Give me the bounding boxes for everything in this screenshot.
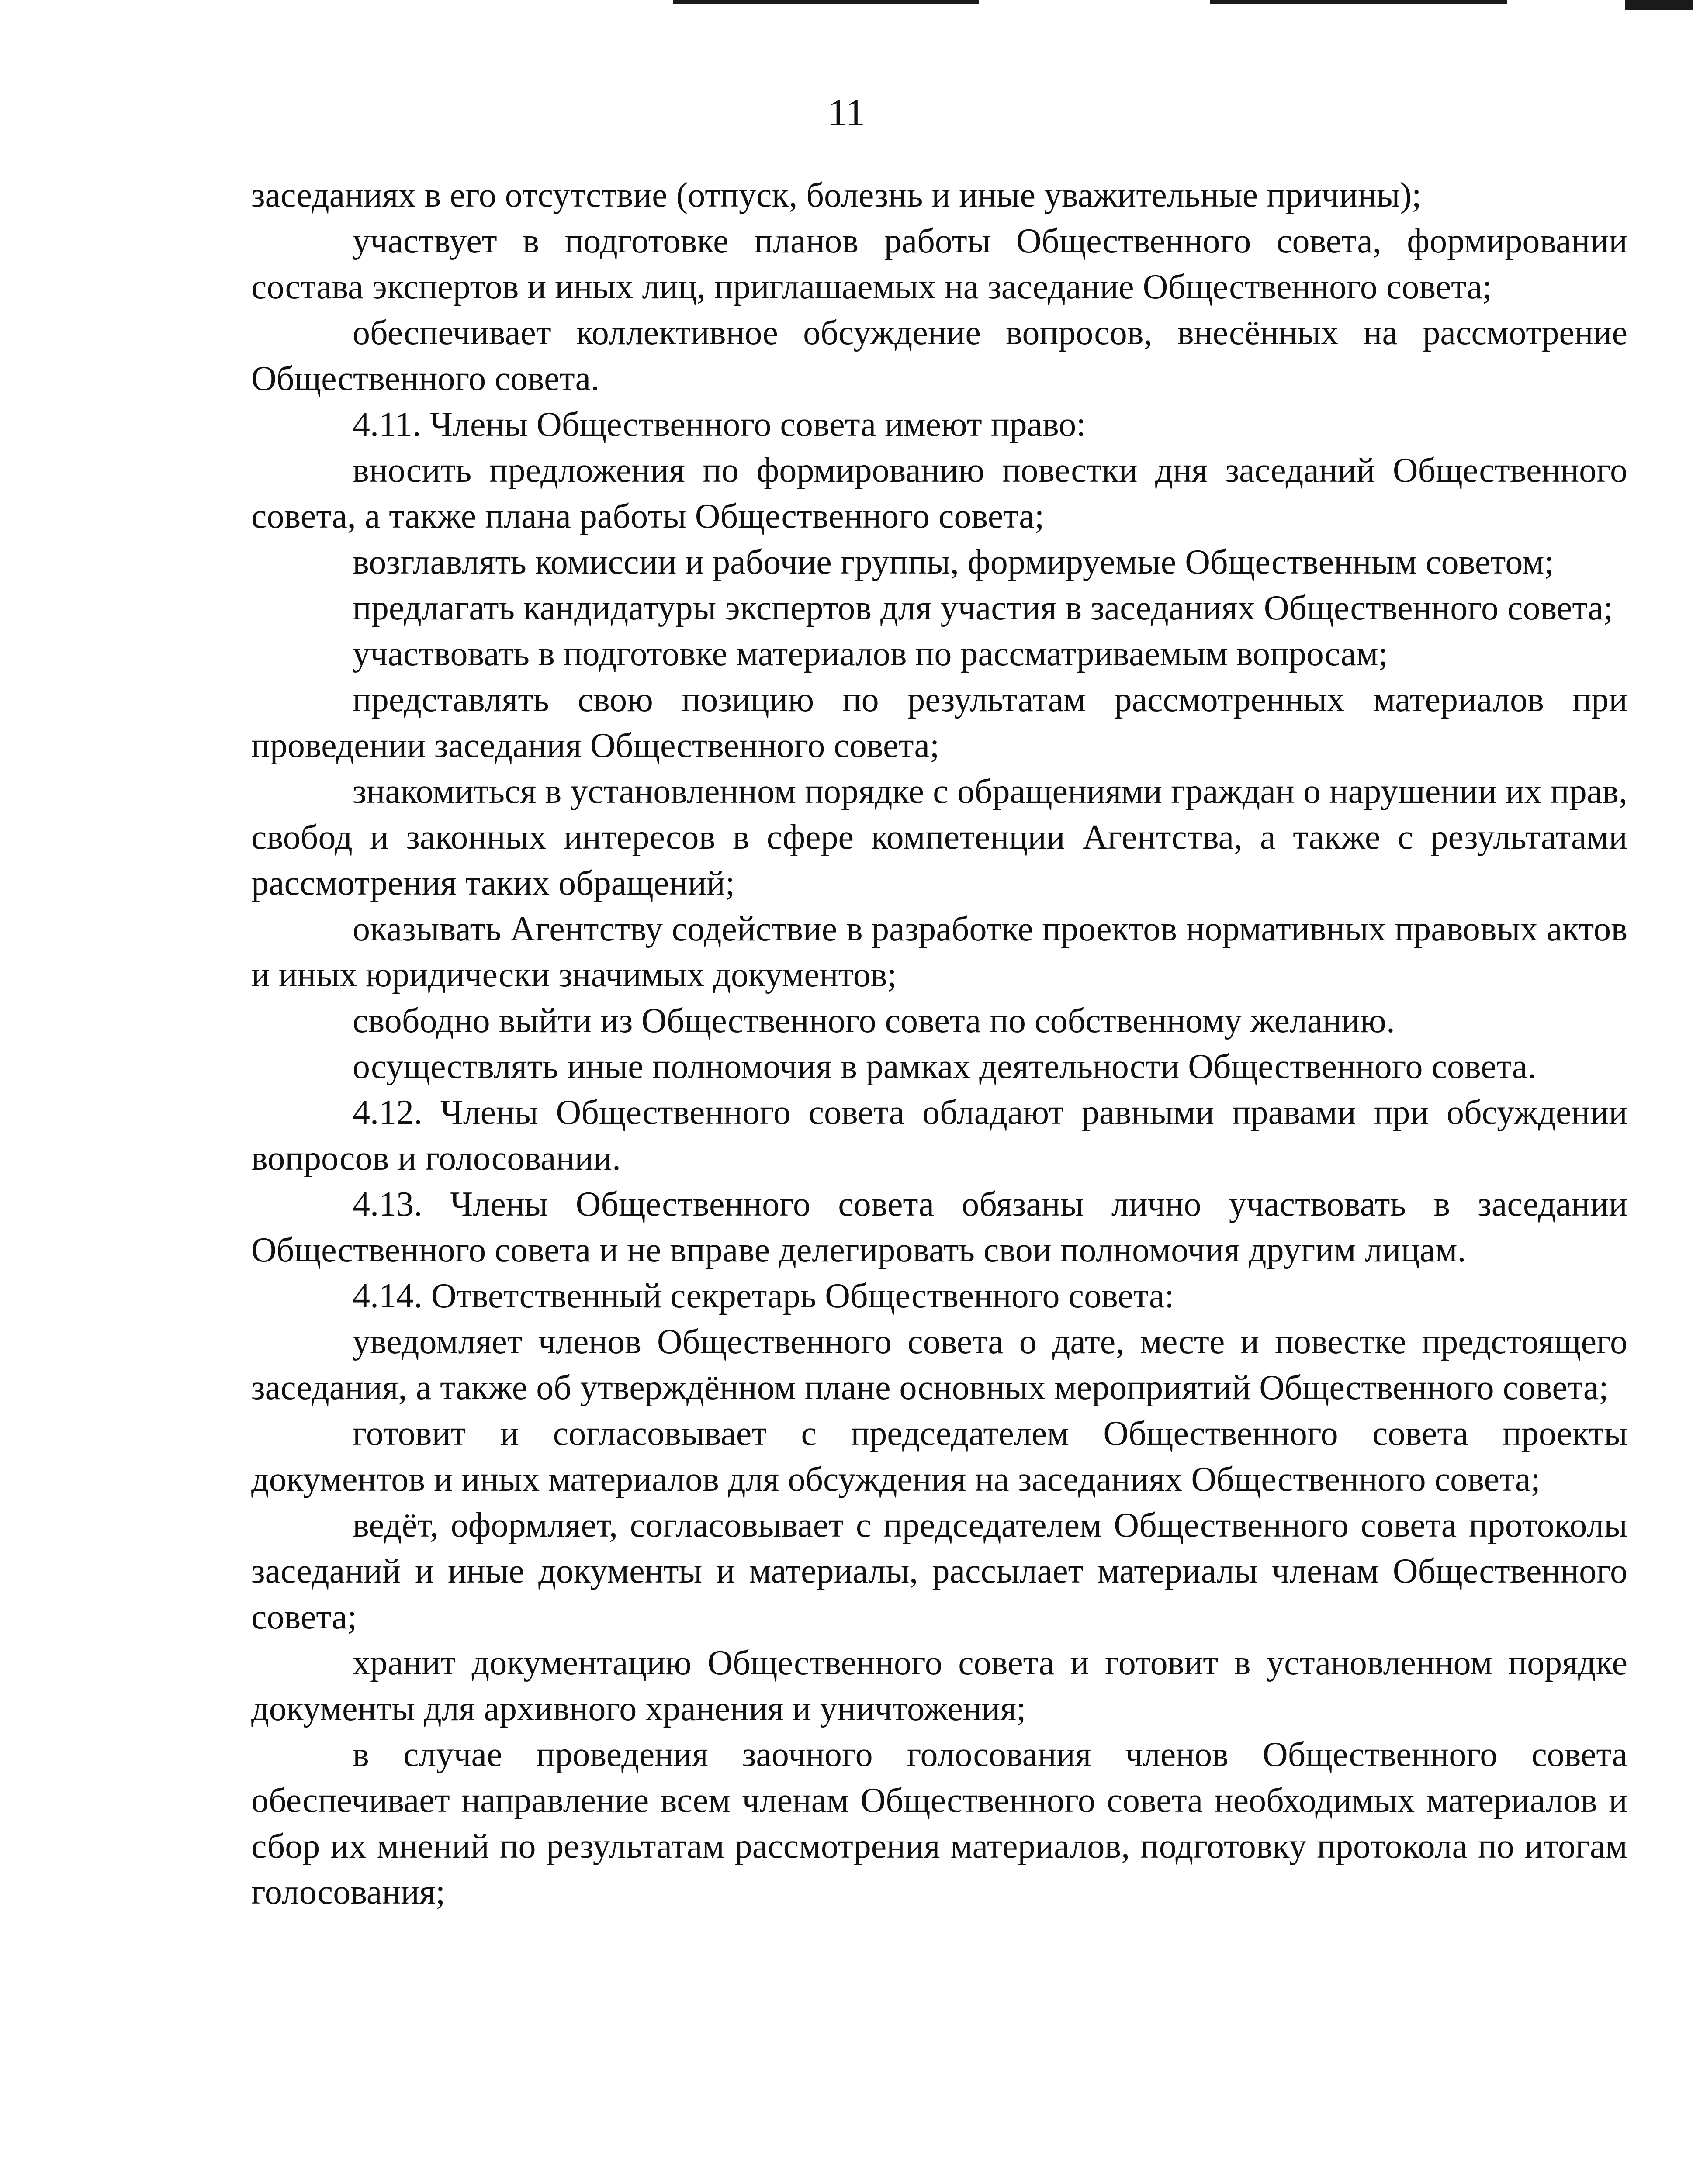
paragraph: обеспечивает коллективное обсуждение вопросов, внесённых на рассмотрение Общественного совета. xyxy=(251,314,1627,398)
paragraph: участвует в подготовке планов работы Общественного совета, формировании состава экспертов и иных лиц, приглашаемых на заседание Общественного совета; xyxy=(251,222,1627,306)
paragraph: 4.13. Члены Общественного совета обязаны лично участвовать в заседании Общественного совета и не вправе делегировать свои полномочия другим лицам. xyxy=(251,1185,1627,1269)
scan-edge-top-left xyxy=(673,0,979,4)
paragraph: уведомляет членов Общественного совета о дате, месте и повестке предстоящего заседания, а также об утверждённом плане основных мероприятий Общественного совета; xyxy=(251,1323,1627,1407)
paragraph: заседаниях в его отсутствие (отпуск, болезнь и иные уважительные причины); xyxy=(251,176,1422,214)
paragraph: 4.14. Ответственный секретарь Общественного совета: xyxy=(353,1277,1174,1315)
paragraph: оказывать Агентству содействие в разработке проектов нормативных правовых актов и иных юридически значимых документов; xyxy=(251,910,1627,994)
paragraph: свободно выйти из Общественного совета по собственному желанию. xyxy=(353,1002,1395,1040)
paragraph: возглавлять комиссии и рабочие группы, формируемые Общественным советом; xyxy=(353,543,1554,581)
paragraph: в случае проведения заочного голосования членов Общественного совета обеспечивает направление всем членам Общественного совета необходимых материалов и сбор их мнений по результатам рассмотрения материалов, подготовку протокола по итогам голосования; xyxy=(251,1735,1627,1911)
paragraph: 4.12. Члены Общественного совета обладают равными правами при обсуждении вопросов и голосовании. xyxy=(251,1093,1627,1178)
document-body xyxy=(251,173,1627,1915)
paragraph: ведёт, оформляет, согласовывает с председателем Общественного совета протоколы заседаний и иные документы и материалы, рассылает материалы членам Общественного совета; xyxy=(251,1506,1627,1636)
paragraph: предлагать кандидатуры экспертов для участия в заседаниях Общественного совета; xyxy=(353,589,1613,627)
paragraph: 4.11. Члены Общественного совета имеют право: xyxy=(353,405,1086,444)
paragraph: вносить предложения по формированию повестки дня заседаний Общественного совета, а также плана работы Общественного совета; xyxy=(251,451,1627,536)
scan-edge-top-middle xyxy=(1210,0,1507,4)
scan-edge-top-right xyxy=(1625,0,1693,10)
paragraph: представлять свою позицию по результатам рассмотренных материалов при проведении заседания Общественного совета; xyxy=(251,681,1627,765)
paragraph: участвовать в подготовке материалов по рассматриваемым вопросам; xyxy=(353,635,1388,673)
paragraph: готовит и согласовывает с председателем Общественного совета проекты документов и иных материалов для обсуждения на заседаниях Общественного совета; xyxy=(251,1414,1627,1499)
paragraph: хранит документацию Общественного совета и готовит в установленном порядке документы для архивного хранения и уничтожения; xyxy=(251,1644,1627,1728)
paragraph: знакомиться в установленном порядке с обращениями граждан о нарушении их прав, свобод и законных интересов в сфере компетенции Агентства, а также с результатами рассмотрения таких обращений; xyxy=(251,772,1627,902)
paragraph: осуществлять иные полномочия в рамках деятельности Общественного совета. xyxy=(353,1047,1537,1086)
page-number: 11 xyxy=(828,92,865,134)
